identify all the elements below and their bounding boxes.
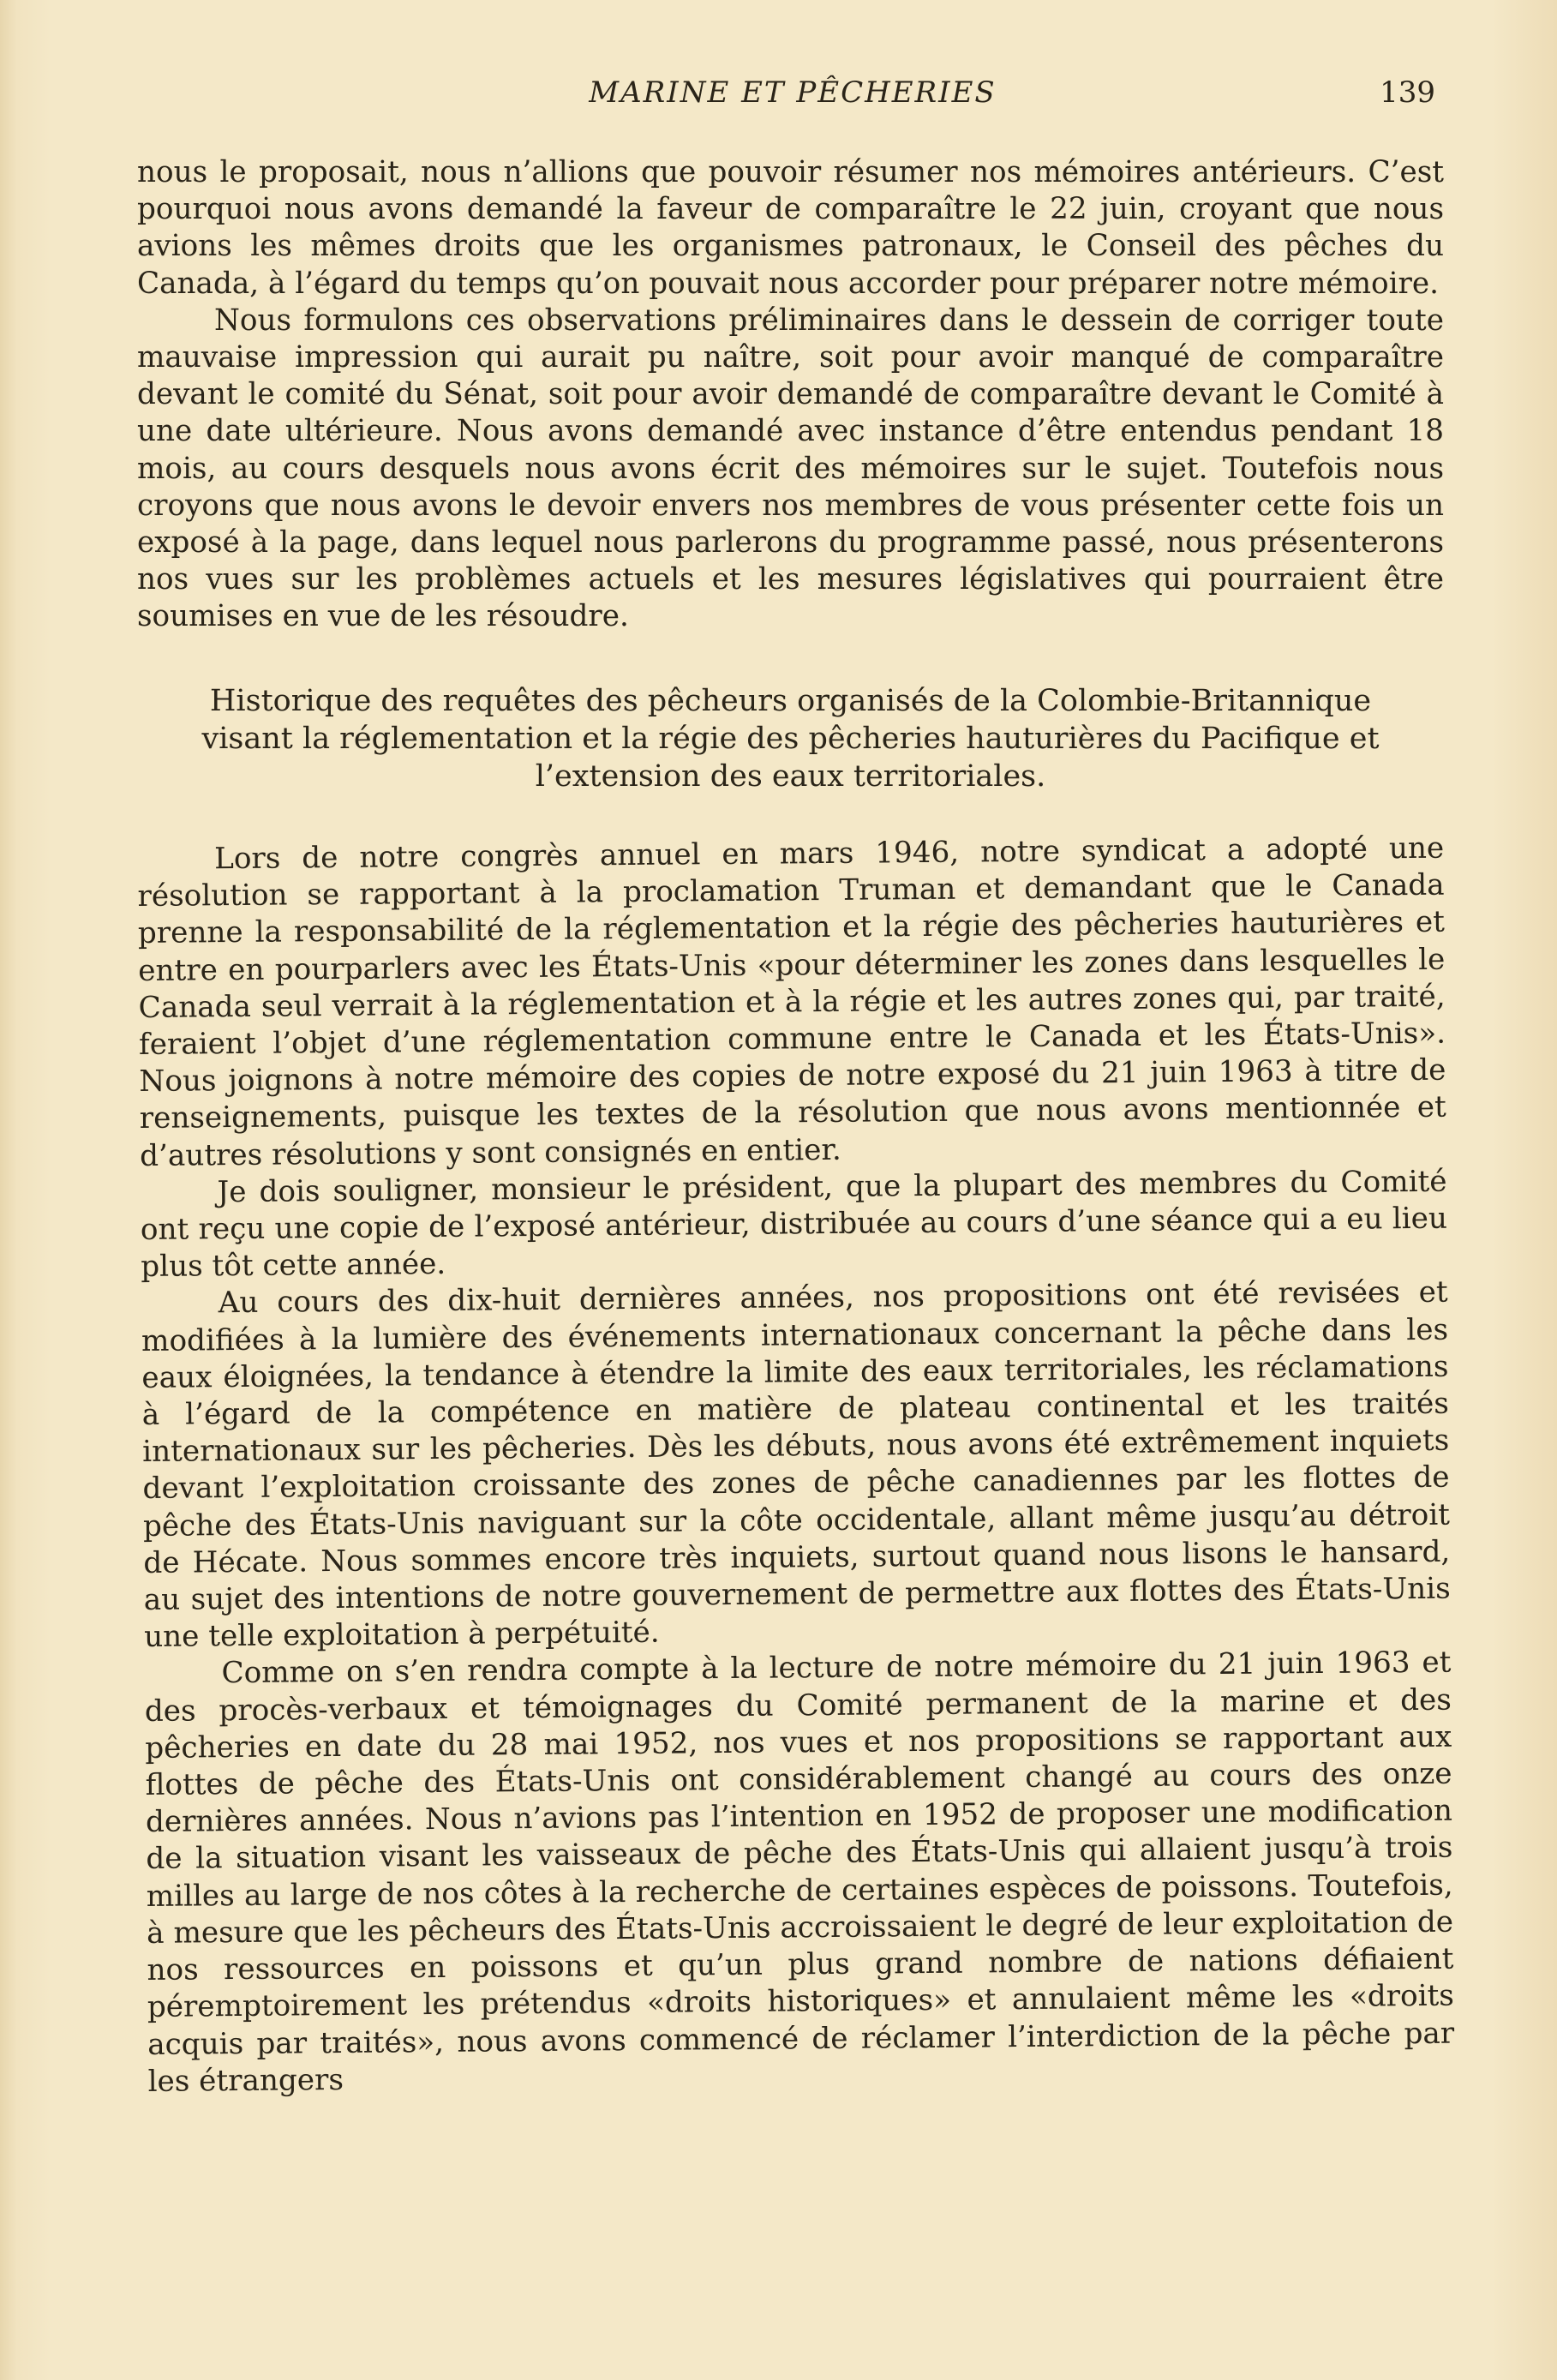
paragraph: Lors de notre congrès annuel en mars 1946, notre syndicat a adopté une résolution se rapportant à la proclamation Truman et demandant que le Canada prenne la responsabilité de la réglementation et la régie des pêcheries hauturières et entre en pourparlers avec les États-Unis «pour déterminer les zones dans lesquelles le Canada seul verrait à la réglementation et à la régie et les autres zones qui, par traité, feraient l’objet d’une réglementation commune entre le Canada et les États-Unis». Nous joignons à notre mémoire des copies de notre exposé du 21 juin 1963 à titre de renseignements, puisque les textes de la résolution que nous avons mentionnée et d’autres résolutions y sont consignés en entier. <box>137 830 1446 1173</box>
running-head <box>137 75 1448 118</box>
paragraph-continued: nous le proposait, nous n’allions que pouvoir résumer nos mémoires antérieurs. C’est pourquoi nous avons demandé la faveur de comparaître le 22 juin, croyant que nous avions les mêmes droits que les organismes patronaux, le Conseil des pêches du Canada, à l’égard du temps qu’on pouvait nous accorder pour préparer notre mémoire. <box>137 155 1444 301</box>
paragraph: Comme on s’en rendra compte à la lecture de notre mémoire du 21 juin 1963 et des procès-verbaux et témoignages du Comité permanent de la marine et des pêcheries en date du 28 mai 1952, nos vues et nos propositions se rapportant aux flottes de pêche des États-Unis ont considérablement changé au cours des onze dernières années. Nous n’avions pas l’intention en 1952 de proposer une modification de la situation visant les vaisseaux de pêche des États-Unis qui allaient jusqu’à trois milles au large de nos côtes à la recherche de certaines espèces de poissons. Toutefois, à mesure que les pêcheurs des États-Unis accroissaient le degré de leur exploitation de nos ressources en poissons et qu’un plus grand nombre de nations défiaient péremptoirement les prétendus «droits historiques» et annulaient même les «droits acquis par traités», nous avons commencé de réclamer l’interdiction de la pêche par les étrangers <box>144 1645 1455 2099</box>
lower-text-block <box>137 830 1455 2100</box>
paragraph: Je dois souligner, monsieur le président, que la plupart des membres du Comité ont reçu une copie de l’exposé antérieur, distribuée au cours d’une séance qui a eu lieu plus tôt cette année. <box>140 1164 1448 1284</box>
page-number: 139 <box>1380 75 1435 110</box>
paragraph: Au cours des dix-huit dernières années, nos propositions ont été revisées et modifiées à la lumière des événements internationaux concernant la pêche dans les eaux éloignées, la tendance à étendre la limite des eaux territoriales, les réclamations à l’égard de la compétence en matière de plateau continental et les traités internationaux sur les pêcheries. Dès les débuts, nous avons été extrêmement inquiets devant l’exploitation croissante des zones de pêche canadiennes par les flottes de pêche des États-Unis naviguant sur la côte occidentale, allant même jusqu’au détroit de Hécate. Nous sommes encore très inquiets, surtout quand nous lisons le hansard, au sujet des intentions de notre gouvernement de permettre aux flottes des États-Unis une telle exploitation à perpétuité. <box>141 1274 1451 1654</box>
body-text <box>137 154 1455 2101</box>
running-title: MARINE ET PÊCHERIES <box>589 75 997 110</box>
section-heading: Historique des requêtes des pêcheurs organisés de la Colombie-Britannique visant la réglementation et la régie des pêcheries hauturières du Pacifique et l’extension des eaux territoriales. <box>201 683 1380 794</box>
paragraph: Nous formulons ces observations préliminaires dans le dessein de corriger toute mauvaise impression qui aurait pu naître, soit pour avoir manqué de comparaître devant le comité du Sénat, soit pour avoir demandé de comparaître devant le Comité à une date ultérieure. Nous avons demandé avec instance d’être entendus pendant 18 mois, au cours desquels nous avons écrit des mémoires sur le sujet. Toutefois nous croyons que nous avons le devoir envers nos membres de vous présenter cette fois un exposé à la page, dans lequel nous parlerons du programme passé, nous présenterons nos vues sur les problèmes actuels et les mesures législatives qui pourraient être soumises en vue de les résoudre. <box>137 303 1444 634</box>
